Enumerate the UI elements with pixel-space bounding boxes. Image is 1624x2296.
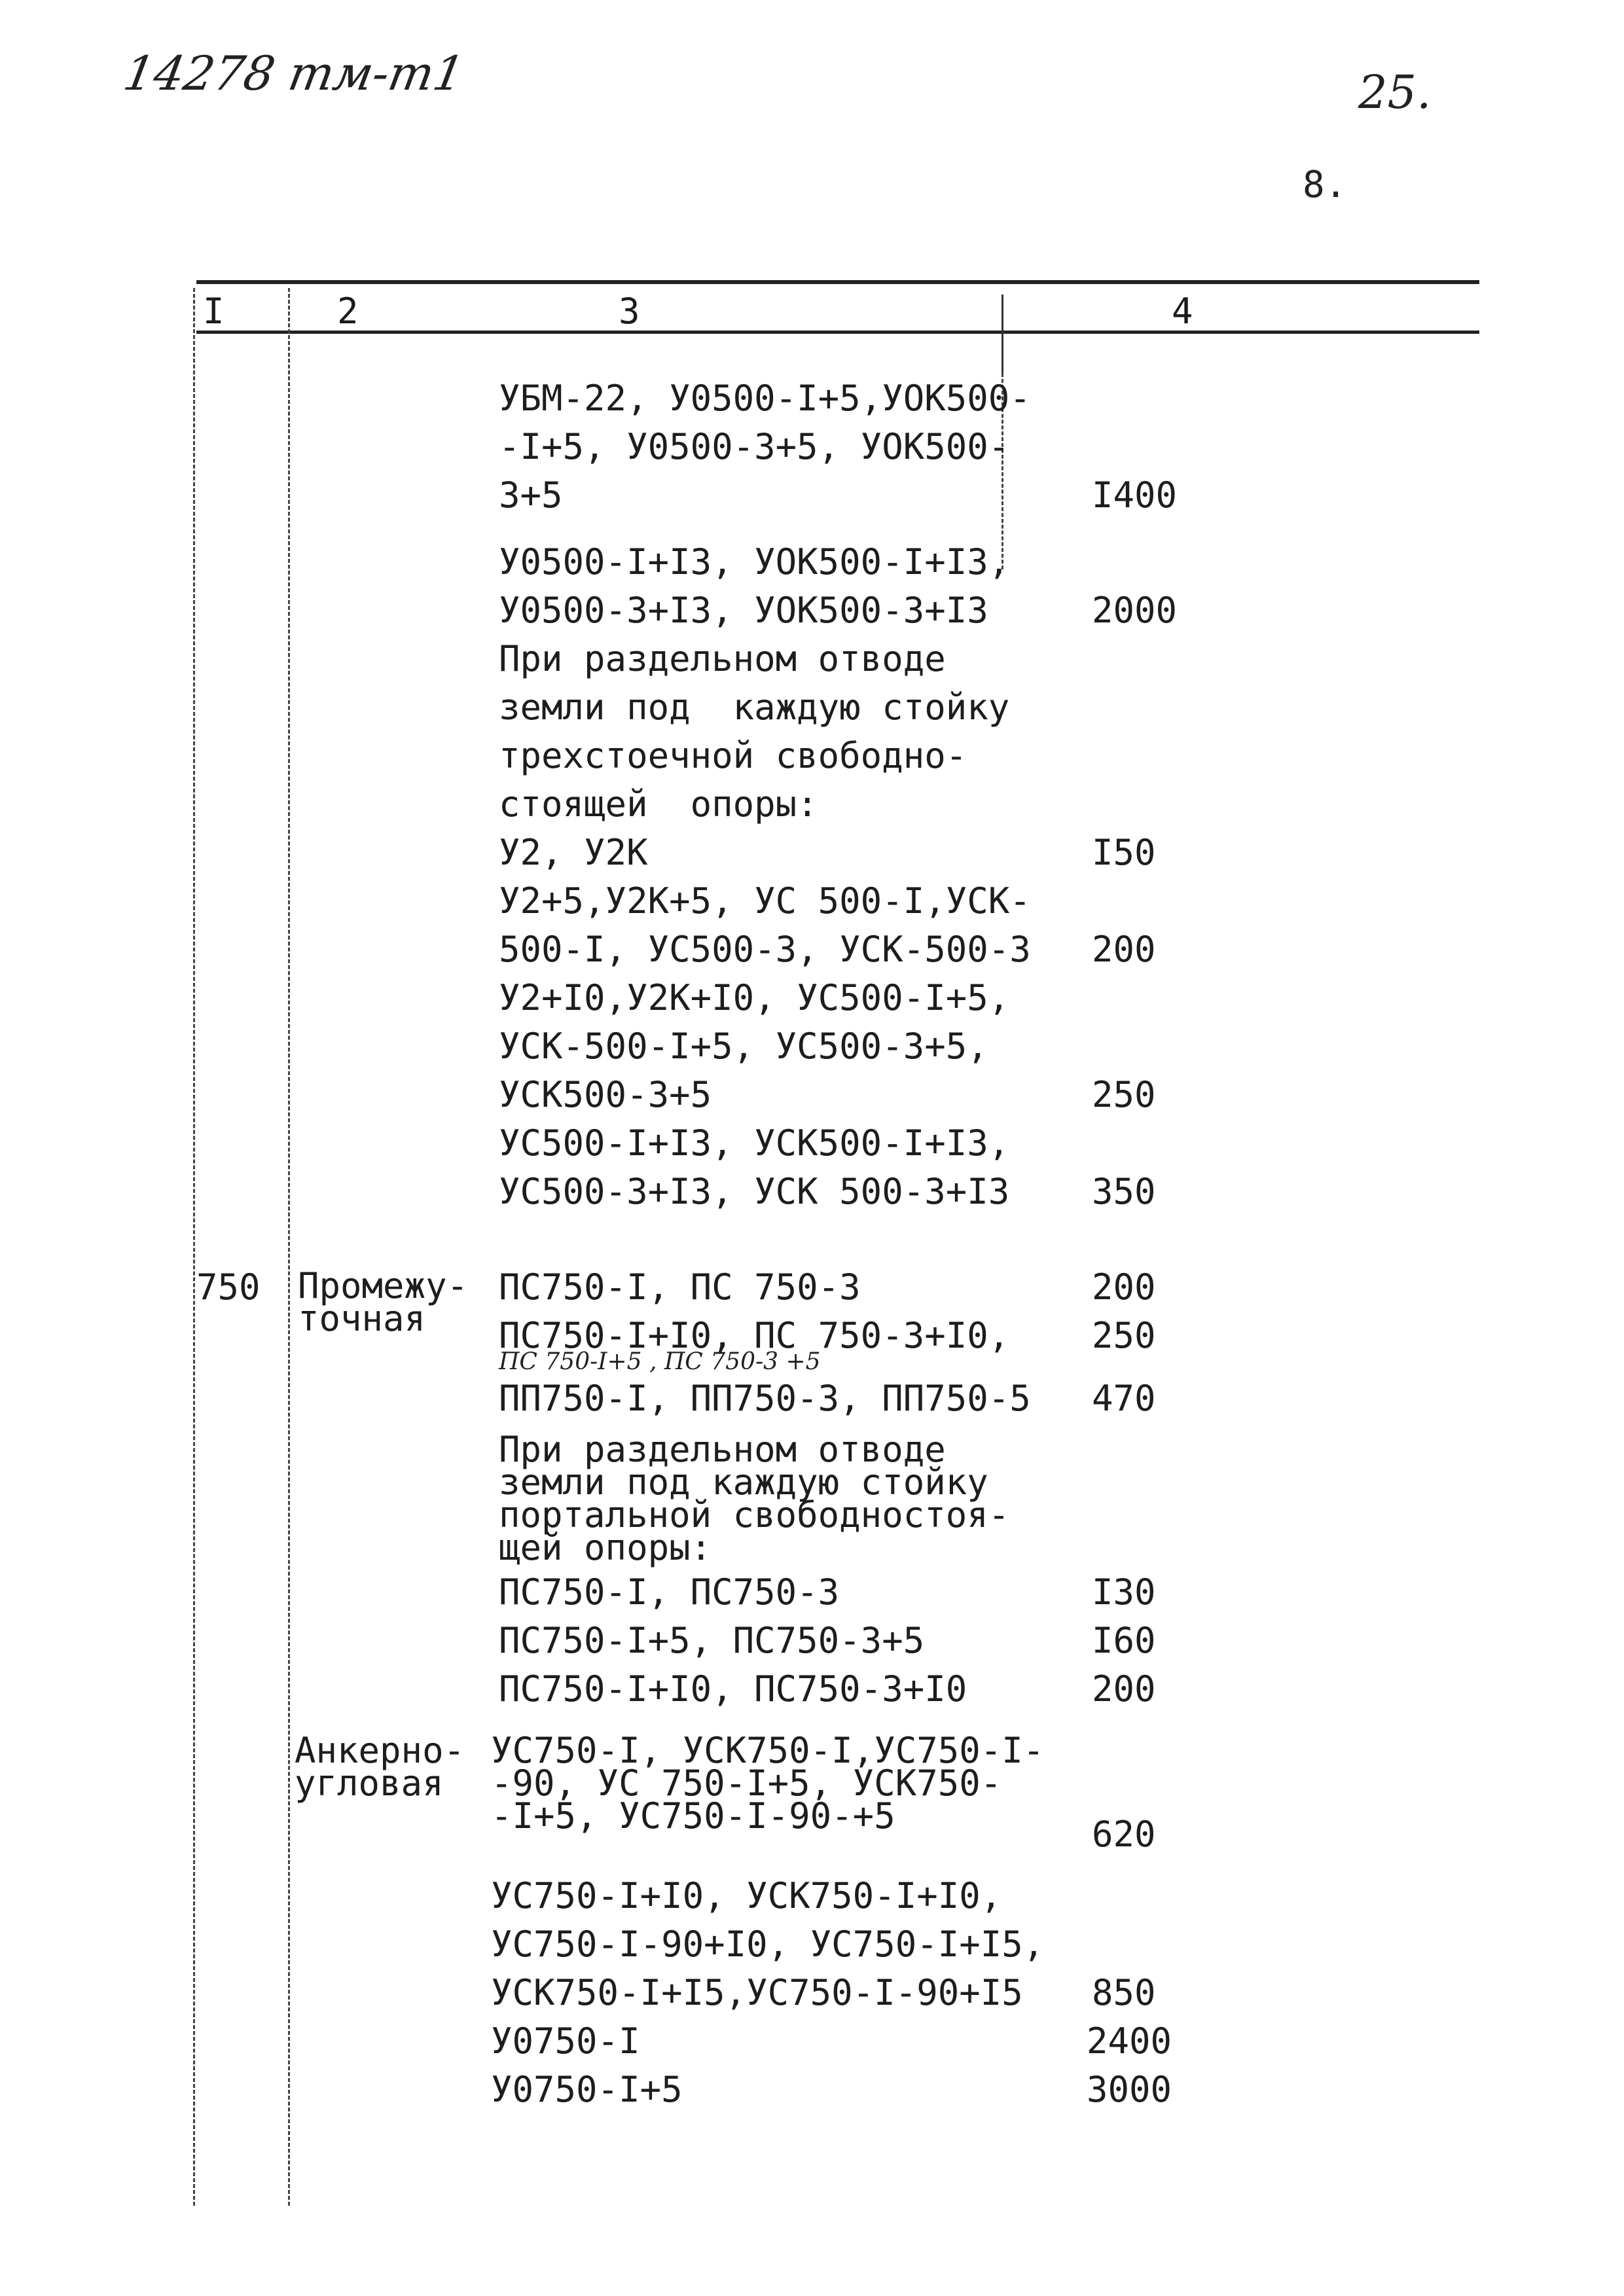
column-header-3: 3: [619, 291, 640, 332]
table-row-17-desc: У0750-I+5: [491, 2069, 683, 2110]
table-row-8-handwritten-note: ПС 750-I+5 , ПС 750-3 +5: [499, 1348, 821, 1375]
table-row-9-desc: ПП750-I, ПП750-3, ПП750-5: [499, 1378, 1031, 1419]
table-row-11-value: I30: [1092, 1571, 1156, 1613]
table-row-1-value: 2000: [1092, 590, 1178, 631]
table-row-16-value: 2400: [1087, 2020, 1172, 2062]
table-row-7-type: Промежу- точная: [298, 1265, 469, 1339]
table-row-17-value: 3000: [1087, 2069, 1172, 2110]
table-row-16-desc: У0750-I: [491, 2020, 640, 2062]
column-header-1: I: [203, 291, 225, 332]
table-row-3-value: I50: [1092, 832, 1156, 873]
table-row-7-value: 200: [1092, 1266, 1156, 1308]
table-row-8-value: 250: [1092, 1315, 1156, 1356]
table-row-8-desc: ПС750-I+I0, ПС 750-3+I0,: [499, 1315, 1010, 1356]
table-row-0-desc: УБМ-22, У0500-I+5,УОК500- -I+5, У0500-3+5, УОК500- 3+5: [499, 378, 1031, 516]
table-row-15-value: 850: [1092, 1972, 1156, 2013]
table-row-7-desc: ПС750-I, ПС 750-3: [499, 1266, 861, 1308]
table-row-12-value: I60: [1092, 1620, 1156, 1661]
table-row-14-type: Анкерно- угловая: [295, 1730, 465, 1804]
table-top-rule: [196, 280, 1479, 284]
table-header-rule: [196, 331, 1479, 334]
table-row-12-desc: ПС750-I+5, ПС750-3+5: [499, 1620, 925, 1661]
table-row-14-desc: УС750-I, УСК750-I,УС750-I- -90, УС 750-I+5, УСК750- -I+5, УС750-I-90-+5: [491, 1730, 1045, 1837]
table-row-9-value: 470: [1092, 1378, 1156, 1419]
table-row-5-desc: У2+I0,У2К+I0, УС500-I+5, УСК-500-I+5, УС500-3+5, УСК500-3+5: [499, 977, 1010, 1115]
column-1-divider: [193, 288, 195, 2206]
table-row-1-desc: У0500-I+I3, УОК500-I+I3, У0500-3+I3, УОК500-3+I3: [499, 541, 1010, 631]
page-number: 8.: [1303, 164, 1347, 206]
table-row-15-desc: УС750-I+I0, УСК750-I+I0, УС750-I-90+I0, УС750-I+I5, УСК750-I+I5,УС750-I-90+I5: [491, 1875, 1045, 2013]
table-row-4-value: 200: [1092, 929, 1156, 970]
table-row-2-desc: При раздельном отводе земли под каждую стойку трехстоечной свободно- стоящей опоры:: [499, 638, 1010, 825]
column-header-4: 4: [1172, 291, 1193, 332]
table-row-13-value: 200: [1092, 1668, 1156, 1710]
table-row-13-desc: ПС750-I+I0, ПС750-3+I0: [499, 1668, 967, 1710]
table-row-5-value: 250: [1092, 1074, 1156, 1115]
table-row-11-desc: ПС750-I, ПС750-3: [499, 1571, 840, 1613]
column-3-divider: [1001, 295, 1003, 373]
table-row-3-desc: У2, У2К: [499, 832, 648, 873]
table-row-0-value: I400: [1092, 475, 1178, 516]
table-row-6-value: 350: [1092, 1171, 1156, 1212]
table-row-10-desc: При раздельном отводе земли под каждую стойку портальной свободностоя- щей опоры:: [499, 1429, 1010, 1568]
table-row-14-value: 620: [1092, 1814, 1156, 1855]
column-2-divider: [288, 288, 290, 2206]
table-row-7-voltage: 750: [196, 1266, 261, 1308]
sheet-number-handwritten: 25.: [1358, 65, 1432, 119]
document-code-handwritten: 14278 тм-т1: [119, 46, 469, 101]
table-row-4-desc: У2+5,У2К+5, УС 500-I,УСК- 500-I, УС500-3, УСК-500-3: [499, 880, 1031, 970]
table-row-6-desc: УС500-I+I3, УСК500-I+I3, УС500-3+I3, УСК 500-3+I3: [499, 1122, 1010, 1212]
column-header-2: 2: [337, 291, 359, 332]
